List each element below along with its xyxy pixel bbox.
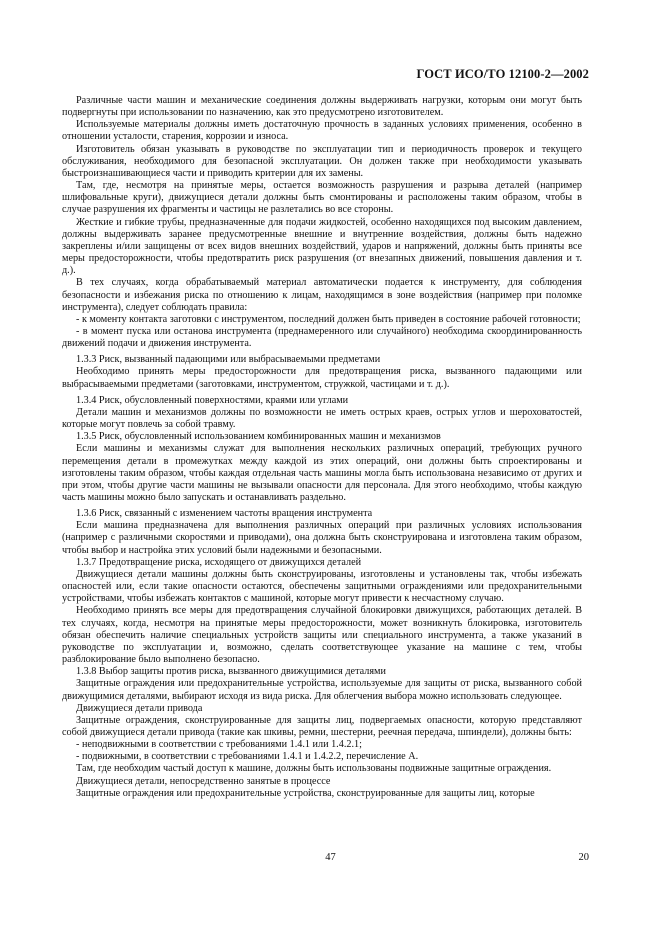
paragraph: - подвижными, в соответствии с требованиями 1.4.1 и 1.4.2.2, перечисление А. (76, 751, 419, 763)
paragraph: Если машина предназначена для выполнения различных операций при различных условиях использования (например с различными скоростями и приводами), она должна быть сконструирована и изготовлена таким образом, чтобы выбор и настройка этих условий были надежными и безопасными. (62, 520, 582, 556)
paragraph: 1.3.5 Риск, обусловленный использованием комбинированных машин и механизмов (76, 431, 441, 443)
paragraph: Используемые материалы должны иметь достаточную прочность в заданных условиях применения, особенно в отношении усталости, старения, коррозии и износа. (62, 119, 582, 143)
paragraph: Там, где, несмотря на принятые меры, остается возможность разрушения и разрыва деталей (например шлифовальные круги), движущиеся детали должны быть смонтированы и расположены таким образом, чтобы в случае разрушения их фрагменты и частицы не разлетались во все стороны. (62, 180, 582, 216)
paragraph: Движущиеся детали, непосредственно занятые в процессе (76, 775, 331, 787)
paragraph: - в момент пуска или останова инструмента (преднамеренного или случайного) необходима скоординированность движений подачи и движения инструмента. (62, 325, 582, 350)
paragraph: Движущиеся детали привода (76, 702, 203, 714)
section-heading: 1.3.3 Риск, вызванный падающими или выбрасываемыми предметами (76, 354, 381, 366)
paragraph: Если машины и механизмы служат для выполнения нескольких различных операций, требующих ручного перемещения детали в промежутках между каждой из этих операций, они должны быть спроектированы и изготовлены таким образом, чтобы каждая отдельная часть машины могла быть использована независимо от других и при этом, чтобы другие части машины не вызывали опасности для персонала. Для этого необходимо, чтобы каждую часть машины можно было запускать и останавливать раздельно. (62, 443, 582, 503)
section-heading: 1.3.6 Риск, связанный с изменением частоты вращения инструмента (76, 508, 373, 520)
section-heading: 1.3.4 Риск, обусловленный поверхностями, краями или углами (76, 394, 349, 406)
document-code-header: ГОСТ ИСО/ТО 12100-2—2002 (416, 67, 589, 81)
paragraph: Защитные ограждения или предохранительные устройства, сконструированные для защиты лиц, которые (76, 787, 535, 799)
paragraph: Различные части машин и механические соединения должны выдерживать нагрузки, которым они могут быть подвергнуты при использовании по назначению, как это предусмотрено изготовителем. (62, 95, 582, 119)
paragraph: Изготовитель обязан указывать в руководстве по эксплуатации тип и периодичность проверок и текущего обслуживания, необходимого для безопасной эксплуатации. Он должен также при необходимости указывать быстроизнашивающиеся части и приводить критерии для их замены. (62, 143, 582, 179)
paragraph: Защитные ограждения или предохранительные устройства, используемые для защиты от риска, вызванного собой движущимися деталями, выбирают исходя из вида риска. Для облегчения выбора можно использовать следующее. (62, 678, 582, 702)
paragraph: - неподвижными в соответствии с требованиями 1.4.1 или 1.4.2.1; (76, 739, 362, 751)
paragraph: Защитные ограждения, сконструированные для защиты лиц, подвергаемых опасности, которую представляют собой движущиеся детали привода (такие как шкивы, ремни, шестерни, реечная передача, шпиндели), должны быть: (62, 714, 582, 738)
paragraph: Детали машин и механизмов должны по возможности не иметь острых краев, острых углов и шероховатостей, которые могут повлечь за собой травму. (62, 406, 582, 431)
paragraph: 1.3.7 Предотвращение риска, исходящего от движущихся деталей (76, 556, 362, 568)
paragraph: Жесткие и гибкие трубы, предназначенные для подачи жидкостей, особенно находящихся под высоким давлением, должны выдерживать заранее предусмотренные внешние и внутренние воздействия, должны быть надежно закреплены и/или защищены от всех видов внешних воздействий, ударов и напряжений, должны быть приняты все меры предосторожности, чтобы предотвратить риск разрушения (от внезапных движений, повышения давления и т. д.). (62, 216, 582, 277)
paragraph: Там, где необходим частый доступ к машине, должны быть использованы подвижные защитные ограждения. (76, 763, 552, 775)
paragraph: Необходимо принять все меры для предотвращения случайной блокировки движущихся, работающих деталей. В тех случаях, когда, несмотря на принятые меры предосторожности, может возникнуть блокировка, изготовитель обязан обеспечить наличие специальных устройств защиты или специального инструмента, а также указаний в руководстве по эксплуатации и, возможно, сделать соответствующее указание на машине с тем, чтобы разблокирование было выполнено безопасно. (62, 605, 582, 666)
paragraph: Необходимо принять меры предосторожности для предотвращения риска, вызванного падающими или выбрасываемыми предметами (заготовками, инструментом, стружкой, частицами и т. д.). (62, 366, 582, 390)
paragraph: Движущиеся детали машины должны быть сконструированы, изготовлены и установлены так, чтобы избежать опасностей или, если такие опасности остаются, обеспечены защитными ограждениями или предохранительными устройствами, чтобы избежать контактов с машиной, которые могут привести к несчастному случаю. (62, 568, 582, 605)
paragraph: - к моменту контакта заготовки с инструментом, последний должен быть приведен в состояние рабочей готовности; (76, 313, 581, 325)
sheet-number: 20 (578, 852, 589, 863)
page-number: 47 (325, 852, 336, 863)
paragraph: 1.3.8 Выбор защиты против риска, вызванного движущимися деталями (76, 666, 386, 678)
paragraph: В тех случаях, когда обрабатываемый материал автоматически подается к инструменту, для соблюдения безопасности и избежания риска по отношению к лицам, находящимся в зоне воздействия (например при поломке инструмента), следует соблюдать правила: (62, 277, 582, 313)
document-body (62, 95, 582, 800)
